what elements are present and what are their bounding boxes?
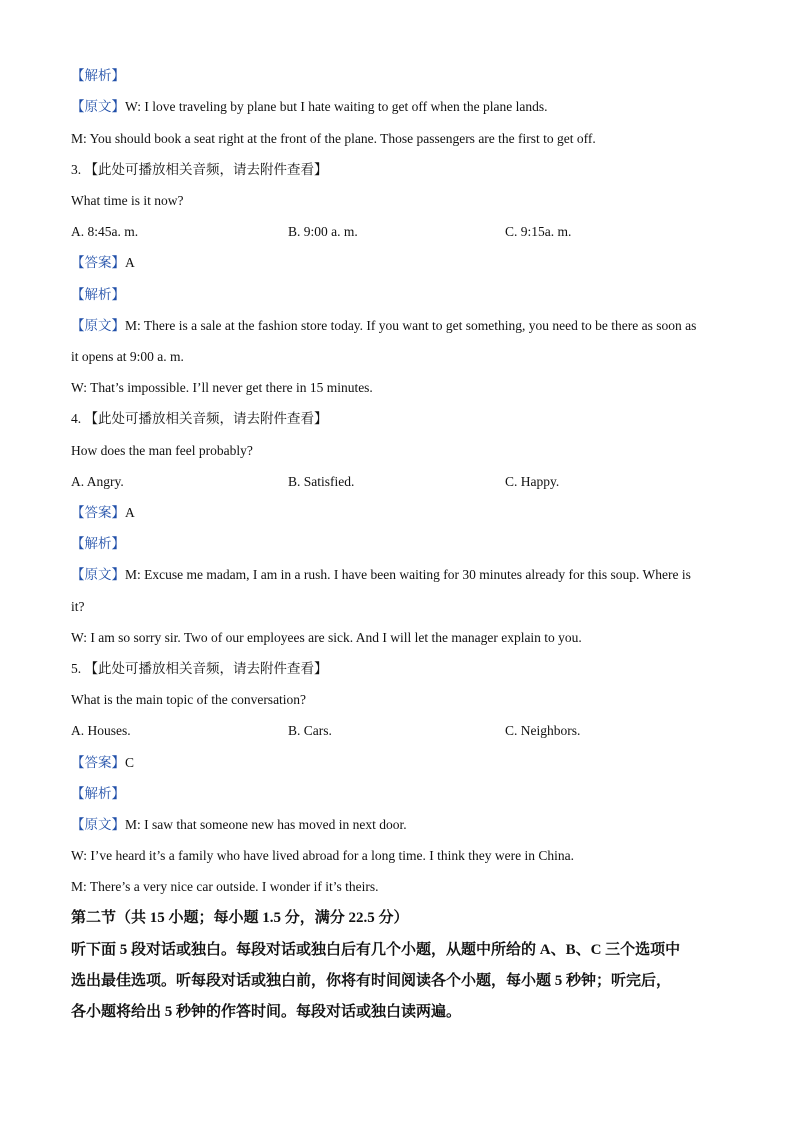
answer-tag: 【答案】 xyxy=(71,505,125,520)
analysis-tag: 【解析】 xyxy=(71,68,125,83)
answer-line xyxy=(71,254,135,272)
answer-value: A xyxy=(125,255,135,270)
analysis-tag: 【解析】 xyxy=(71,287,125,302)
answer-value: A xyxy=(125,505,135,520)
analysis-tag: 【解析】 xyxy=(71,536,125,551)
transcript-line xyxy=(71,317,696,335)
transcript-line: W: That’s impossible. I’ll never get there in 15 minutes. xyxy=(71,380,373,395)
question-text: What time is it now? xyxy=(71,193,184,208)
option-c: C. 9:15a. m. xyxy=(505,224,572,239)
option-a: A. Houses. xyxy=(71,723,131,738)
option-b: B. Cars. xyxy=(288,723,332,738)
analysis-tag: 【解析】 xyxy=(71,786,125,801)
option-b: B. Satisfied. xyxy=(288,474,355,489)
transcript-text: W: I love traveling by plane but I hate waiting to get off when the plane lands. xyxy=(125,99,548,114)
option-b: B. 9:00 a. m. xyxy=(288,224,358,239)
option-c: C. Happy. xyxy=(505,474,560,489)
transcript-line xyxy=(71,98,548,116)
transcript-line: it? xyxy=(71,599,85,614)
transcript-tag: 【原文】 xyxy=(71,99,125,114)
transcript-line: W: I’ve heard it’s a family who have lived abroad for a long time. I think they were in China. xyxy=(71,848,574,863)
section-instructions: 选出最佳选项。听每段对话或独白前，你将有时间阅读各个小题，每小题 5 秒钟；听完后， xyxy=(71,973,672,989)
transcript-line: W: I am so sorry sir. Two of our employees are sick. And I will let the manager explain to you. xyxy=(71,630,582,645)
answer-tag: 【答案】 xyxy=(71,255,125,270)
section-instructions: 各小题将给出 5 秒钟的作答时间。每段对话或独白读两遍。 xyxy=(71,1004,462,1020)
answer-value: C xyxy=(125,755,135,770)
option-a: A. Angry. xyxy=(71,474,124,489)
transcript-tag: 【原文】 xyxy=(71,817,125,832)
section-title: 第二节（共 15 小题；每小题 1.5 分，满分 22.5 分） xyxy=(71,910,409,926)
question-heading: 4. 【此处可播放相关音频，请去附件查看】 xyxy=(71,411,328,426)
option-c: C. Neighbors. xyxy=(505,723,581,738)
analysis-tag-line xyxy=(71,286,125,304)
analysis-tag-line xyxy=(71,535,125,553)
question-text: What is the main topic of the conversation? xyxy=(71,692,307,707)
question-text: How does the man feel probably? xyxy=(71,443,253,458)
transcript-tag: 【原文】 xyxy=(71,567,125,582)
question-heading: 3. 【此处可播放相关音频，请去附件查看】 xyxy=(71,162,328,177)
analysis-tag-line xyxy=(71,67,125,85)
transcript-tag: 【原文】 xyxy=(71,318,125,333)
transcript-line xyxy=(71,566,691,584)
transcript-line xyxy=(71,816,407,834)
answer-line xyxy=(71,754,134,772)
section-instructions: 听下面 5 段对话或独白。每段对话或独白后有几个小题，从题中所给的 A、B、C 三个选项中 xyxy=(71,942,681,958)
transcript-text: M: I saw that someone new has moved in next door. xyxy=(125,817,407,832)
transcript-line: M: There’s a very nice car outside. I wonder if it’s theirs. xyxy=(71,879,379,894)
analysis-tag-line xyxy=(71,785,125,803)
transcript-line: M: You should book a seat right at the front of the plane. Those passengers are the first to get off. xyxy=(71,131,596,146)
answer-tag: 【答案】 xyxy=(71,755,125,770)
question-heading: 5. 【此处可播放相关音频，请去附件查看】 xyxy=(71,661,328,676)
transcript-text: M: Excuse me madam, I am in a rush. I have been waiting for 30 minutes already for this soup. Where is xyxy=(125,567,691,582)
transcript-text: M: There is a sale at the fashion store today. If you want to get something, you need to be there as soon as xyxy=(125,318,697,333)
answer-line xyxy=(71,504,135,522)
option-a: A. 8:45a. m. xyxy=(71,224,139,239)
transcript-line: it opens at 9:00 a. m. xyxy=(71,349,184,364)
